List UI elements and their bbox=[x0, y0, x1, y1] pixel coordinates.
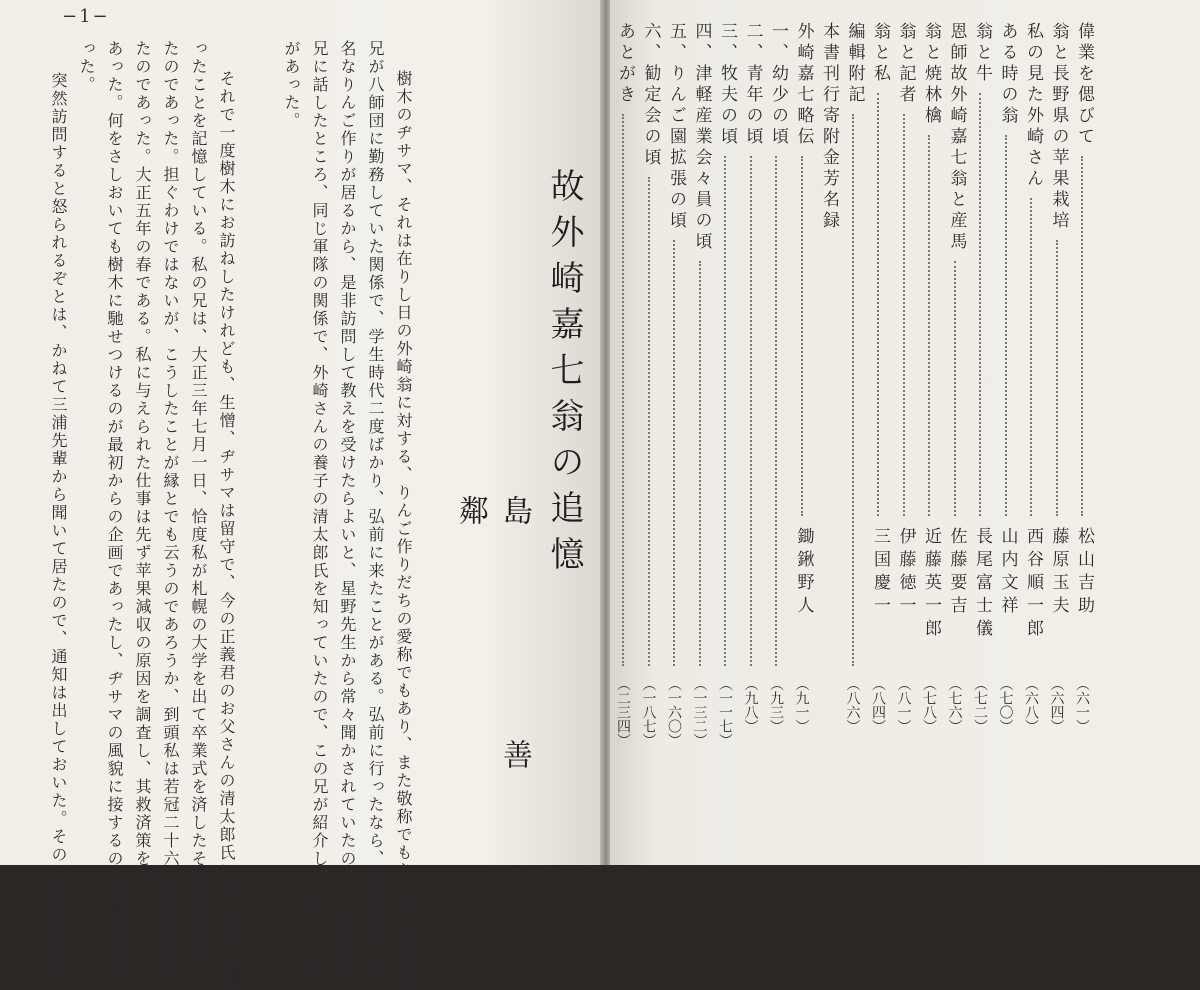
toc-leader-dots bbox=[979, 93, 981, 516]
toc-leader-dots bbox=[1005, 135, 1007, 516]
toc-page-number: （一一七） bbox=[717, 677, 733, 747]
body-text-column: 樹木のヂサマ、それは在りし日の外崎翁に対する、りんご作りだちの愛称でもあり、また敬称でもあった。私は実 bbox=[394, 70, 413, 988]
toc-page-number: （八六） bbox=[844, 677, 861, 733]
body-text-column: 名なりんご作りが居るから、是非訪問して教えを受けたらよいと、星野先生から常々聞かされていたので、その事を bbox=[338, 40, 357, 976]
toc-leader-dots bbox=[622, 114, 624, 666]
toc-row bbox=[945, 22, 967, 733]
toc-title: 翁と記者 bbox=[895, 22, 916, 106]
body-text-column: 兄が八師団に勤務していた関係で、学生時代二度ばかり、弘前に来たことがある。弘前に行ったなら、外崎と云う有 bbox=[366, 40, 385, 976]
toc-title: 翁と焼林檎 bbox=[921, 22, 941, 127]
body-text-column: たのであった。大正五年の春である。私に与えられた仕事は先ず苹果減収の原因を調査し、其救済策を建てることで bbox=[133, 40, 152, 976]
body-text-column: あった。何をさしおいても樹木に馳せつけるのが最初からの企画であったし、ヂサマの風貌に接するのも楽しみであ bbox=[105, 40, 124, 976]
body-text-column: った。 bbox=[77, 40, 96, 94]
right-page bbox=[610, 0, 1200, 865]
toc-page-number: （八一） bbox=[895, 677, 912, 733]
toc-leader-dots bbox=[775, 156, 777, 666]
toc-leader-dots bbox=[724, 156, 726, 666]
toc-leader-dots bbox=[801, 156, 803, 516]
toc-row bbox=[715, 22, 737, 747]
toc-title: 翁と私 bbox=[870, 22, 890, 85]
toc-author: 松山吉助 bbox=[1074, 527, 1094, 619]
toc-row bbox=[894, 22, 916, 733]
toc-author: 伊藤徳一 bbox=[895, 527, 916, 619]
toc-title: 一、幼少の頃 bbox=[768, 22, 788, 148]
toc-page-number: （七二） bbox=[972, 677, 988, 733]
toc-page-number: （七〇） bbox=[997, 677, 1014, 733]
body-text-column: 兄に話したところ、同じ軍隊の関係で、外崎さんの養子の清太郎氏を知っていたので、この兄が紹介して呉れたこと bbox=[310, 40, 329, 976]
toc-author: 三国慶一 bbox=[870, 527, 890, 619]
essay-author: 島 善 鄰 bbox=[453, 495, 532, 983]
toc-title: ある時の翁 bbox=[997, 22, 1018, 127]
body-text-column: たのであった。担ぐわけではないが、こうしたことが縁とでも云うのであろうか、到頭私は若冠二十六才で黒石に来 bbox=[161, 40, 180, 976]
toc-page-number: （八四） bbox=[870, 677, 886, 733]
toc-author: 藤原玉夫 bbox=[1048, 527, 1069, 619]
toc-title: 本書刊行寄附金芳名録 bbox=[819, 22, 839, 232]
body-text-column: それで一度樹木にお訪ねしたけれども、生憎、ヂサマは留守で、今の正義君のお父さんの清太郎氏にだけ逢って帰 bbox=[217, 70, 236, 988]
toc-row bbox=[792, 22, 814, 733]
toc-row bbox=[817, 22, 839, 722]
toc-row bbox=[970, 22, 992, 733]
toc-leader-dots bbox=[954, 261, 956, 516]
toc-row bbox=[639, 22, 661, 747]
toc-leader-dots bbox=[1030, 198, 1032, 516]
toc-row bbox=[741, 22, 763, 733]
toc-author: 西谷順一郎 bbox=[1023, 527, 1043, 642]
body-text-column: ったことを記憶している。私の兄は、大正三年七月一日、恰度私が札幌の大学を出て卒業式を済したその日に病死し bbox=[189, 40, 208, 976]
toc-leader-dots bbox=[699, 261, 701, 666]
toc-row bbox=[843, 22, 865, 733]
toc-page-number: （九八） bbox=[742, 677, 759, 733]
toc-page-number: （六一） bbox=[1074, 677, 1090, 733]
toc-leader-dots bbox=[903, 114, 905, 516]
toc-row bbox=[1021, 22, 1043, 733]
toc-leader-dots bbox=[852, 114, 854, 666]
toc-row bbox=[1072, 22, 1094, 733]
toc-title: 編輯附記 bbox=[844, 22, 865, 106]
toc-title: 恩師故外崎嘉七翁と産馬 bbox=[946, 22, 967, 253]
toc-author: 山内文祥 bbox=[997, 527, 1018, 619]
toc-row bbox=[1047, 22, 1069, 733]
toc-page-number: （九三） bbox=[768, 677, 784, 733]
body-text-column: 突然訪問すると怒られるぞとは、かねて三浦先輩から聞いて居たので、通知は出しておいた。そのためだろう快く bbox=[49, 72, 68, 990]
body-text-column: があった。 bbox=[282, 40, 301, 130]
toc-author: 長尾富士儀 bbox=[972, 527, 992, 642]
toc-title: 三、牧夫の頃 bbox=[717, 22, 737, 148]
toc-row bbox=[996, 22, 1018, 733]
toc-page-number: （二三四） bbox=[615, 677, 631, 747]
toc-title: 六、勧定会の頃 bbox=[640, 22, 661, 169]
toc-page-number: （七六） bbox=[946, 677, 963, 733]
toc-title: あとがき bbox=[615, 22, 635, 106]
toc-page-number: （一六〇） bbox=[666, 677, 682, 747]
toc-author: 鋤鍬野人 bbox=[793, 527, 814, 619]
toc-row bbox=[690, 22, 712, 747]
toc-author: 近藤英一郎 bbox=[921, 527, 941, 642]
toc-leader-dots bbox=[673, 240, 675, 666]
toc-title: 外崎嘉七略伝 bbox=[793, 22, 814, 148]
toc-page-number: （一八七） bbox=[640, 677, 657, 747]
toc-leader-dots bbox=[750, 156, 752, 666]
toc-leader-dots bbox=[928, 135, 930, 516]
toc-row bbox=[766, 22, 788, 733]
toc-leader-dots bbox=[1056, 240, 1058, 516]
toc-row bbox=[664, 22, 686, 747]
toc-leader-dots bbox=[648, 177, 650, 666]
toc-row bbox=[868, 22, 890, 733]
toc-leader-dots bbox=[877, 93, 879, 516]
toc-author: 佐藤要吉 bbox=[946, 527, 967, 619]
toc-page-number: （九一） bbox=[793, 677, 810, 733]
page-number: −1− bbox=[62, 6, 110, 27]
toc-title: 四、津軽産業会々員の頃 bbox=[691, 22, 712, 253]
toc-row bbox=[613, 22, 635, 747]
toc-title: 偉業を偲びて bbox=[1074, 22, 1094, 148]
toc-page-number: （一三二） bbox=[691, 677, 708, 747]
toc-title: 二、青年の頃 bbox=[742, 22, 763, 148]
toc-title: 五、りんご園拡張の頃 bbox=[666, 22, 686, 232]
toc-title: 私の見た外崎さん bbox=[1023, 22, 1043, 190]
toc-leader-dots bbox=[1081, 156, 1083, 516]
toc-row bbox=[919, 22, 941, 733]
toc-title: 翁と牛 bbox=[972, 22, 992, 85]
toc-page-number: （六四） bbox=[1048, 677, 1065, 733]
toc-page-number: （七八） bbox=[921, 677, 937, 733]
essay-title: 故外崎嘉七翁の追憶 bbox=[544, 168, 584, 582]
toc-page-number: （六八） bbox=[1023, 677, 1039, 733]
toc-title: 翁と長野県の苹果栽培 bbox=[1048, 22, 1069, 232]
